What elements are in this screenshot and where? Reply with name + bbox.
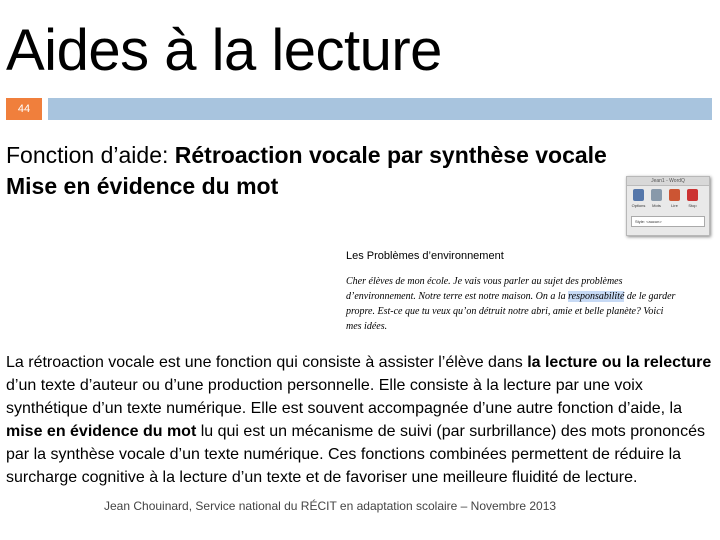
document-preview bbox=[346, 250, 676, 334]
wordq-button-mots[interactable] bbox=[649, 189, 664, 211]
speaker-icon bbox=[669, 189, 680, 201]
wordq-toolbar-screenshot bbox=[626, 176, 710, 236]
body-text-segment: La rétroaction vocale est une fonction qui consiste à assister l’élève dans bbox=[6, 354, 528, 371]
wordq-style-select[interactable] bbox=[631, 216, 705, 227]
subtitle-prefix: Fonction d’aide: bbox=[6, 142, 175, 168]
body-bold-segment: la lecture ou la relecture bbox=[527, 354, 712, 371]
document-text-before: Cher élèves de mon école. Je vais vous parler au sujet des problèmes d’environnement. Notre terre est notre maison. On a la bbox=[346, 276, 623, 302]
document-paragraph bbox=[346, 274, 676, 334]
wordq-button-label: Mots bbox=[652, 203, 661, 208]
wordq-style-value: <aucun> bbox=[646, 219, 662, 224]
slide-title: Aides à la lecture bbox=[6, 18, 442, 83]
slide-number: 44 bbox=[6, 98, 42, 120]
body-text-segment: lu qui est un mécanisme de suivi (par surbrillance) des mots prononcés par la synthèse vocale d’un texte numérique. Ces fonctions combinées permettent de réduire la surcharge cognitive à la lecture d’un texte et de favoriser une meilleure fluidité de lecture. bbox=[6, 423, 705, 486]
wordq-button-label: Lire bbox=[671, 203, 678, 208]
slide-footer: Jean Chouinard, Service national du RÉCIT en adaptation scolaire – Novembre 2013 bbox=[104, 499, 557, 513]
wordq-button-lire[interactable] bbox=[667, 189, 682, 211]
subtitle-bold-1: Rétroaction vocale par synthèse vocale bbox=[174, 142, 607, 168]
wordq-style-label: Style: bbox=[635, 219, 646, 224]
wordq-button-label: Stop bbox=[688, 203, 697, 208]
wordq-button-options[interactable] bbox=[631, 189, 646, 211]
body-paragraph bbox=[6, 351, 718, 489]
gear-icon bbox=[633, 189, 644, 201]
wordq-button-row bbox=[627, 186, 709, 214]
title-bar-decoration bbox=[48, 98, 712, 120]
subtitle-bold-2: Mise en évidence du mot bbox=[6, 173, 279, 199]
body-text-segment: d’un texte d’auteur ou d’une production personnelle. Elle consiste à la lecture par une voix synthétique d’un texte numérique. Elle est souvent accompagnée d’une autre fonction d’aide, la bbox=[6, 377, 682, 417]
wordq-button-stop[interactable] bbox=[685, 189, 700, 211]
list-icon bbox=[651, 189, 662, 201]
wordq-window-title: Jean1 - WordQ bbox=[627, 177, 709, 186]
stop-icon bbox=[687, 189, 698, 201]
body-bold-segment: mise en évidence du mot bbox=[6, 423, 197, 440]
highlighted-word: responsabilité bbox=[568, 291, 625, 302]
slide-subtitle bbox=[6, 140, 720, 202]
subtitle-line-1 bbox=[6, 140, 720, 171]
document-heading: Les Problèmes d’environnement bbox=[346, 250, 504, 262]
wordq-button-label: Options bbox=[631, 203, 646, 208]
subtitle-line-2 bbox=[6, 171, 720, 202]
document-text-after: de le garder propre. Est-ce que tu veux qu’on détruit notre abri, amie et belle planète? Voici mes idées. bbox=[346, 291, 676, 332]
